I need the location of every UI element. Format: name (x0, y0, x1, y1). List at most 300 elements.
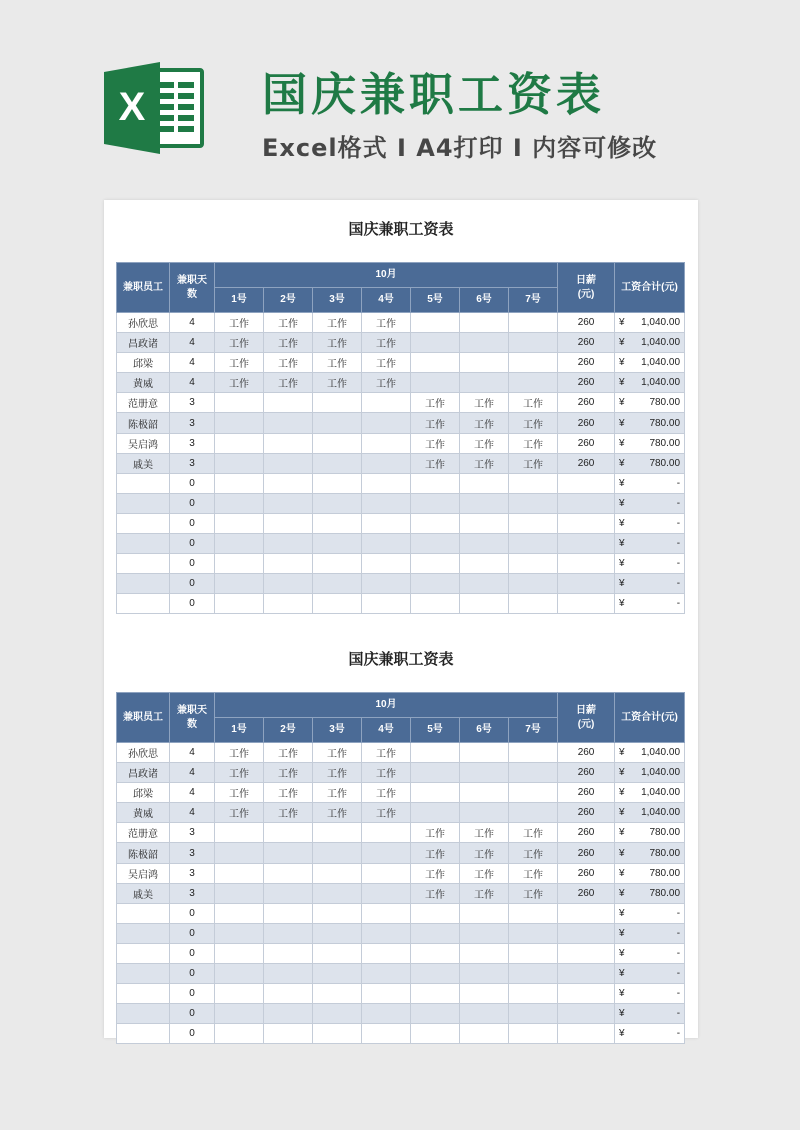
day-status: 工作 (362, 353, 411, 373)
day-status (509, 473, 558, 493)
day-status (362, 513, 411, 533)
day-status: 工作 (411, 823, 460, 843)
day-status (264, 453, 313, 473)
employee-name: 黄威 (117, 373, 170, 393)
day-status (460, 554, 509, 574)
day-status (362, 473, 411, 493)
day-status (509, 574, 558, 594)
total-amount: - (676, 947, 681, 959)
col-date-header: 3号 (313, 718, 362, 743)
work-days: 3 (170, 823, 215, 843)
total-pay (615, 413, 685, 433)
work-days: 3 (170, 453, 215, 473)
total-pay (615, 943, 685, 963)
total-pay (615, 843, 685, 863)
day-status (411, 984, 460, 1004)
day-status: 工作 (411, 883, 460, 903)
table-row (117, 433, 685, 453)
day-status (215, 594, 264, 614)
day-status: 工作 (460, 453, 509, 473)
table-row (117, 943, 685, 963)
day-status (313, 923, 362, 943)
total-pay (615, 433, 685, 453)
employee-name: 戚美 (117, 883, 170, 903)
day-status: 工作 (411, 843, 460, 863)
day-status: 工作 (215, 783, 264, 803)
col-date-header: 2号 (264, 288, 313, 313)
day-status: 工作 (362, 763, 411, 783)
svg-text:X: X (118, 85, 146, 129)
total-pay (615, 964, 685, 984)
daily-pay: 260 (558, 393, 615, 413)
day-status (215, 433, 264, 453)
day-status: 工作 (460, 393, 509, 413)
employee-name: 昌政诸 (117, 763, 170, 783)
day-status (509, 984, 558, 1004)
day-status: 工作 (264, 763, 313, 783)
total-amount: - (676, 598, 681, 610)
currency-symbol: ¥ (619, 477, 625, 489)
currency-symbol: ¥ (619, 907, 625, 919)
col-date-header: 5号 (411, 288, 460, 313)
total-pay (615, 333, 685, 353)
day-status (460, 353, 509, 373)
day-status: 工作 (509, 863, 558, 883)
day-status (509, 803, 558, 823)
day-status: 工作 (362, 333, 411, 353)
total-amount: 780.00 (649, 847, 681, 859)
daily-pay: 260 (558, 353, 615, 373)
currency-symbol: ¥ (619, 497, 625, 509)
col-date-header: 5号 (411, 718, 460, 743)
day-status (411, 1024, 460, 1044)
daily-pay: 260 (558, 373, 615, 393)
day-status (411, 534, 460, 554)
total-amount: 780.00 (649, 867, 681, 879)
day-status: 工作 (509, 883, 558, 903)
day-status (215, 923, 264, 943)
currency-symbol: ¥ (619, 927, 625, 939)
col-date-header: 3号 (313, 288, 362, 313)
salary-table (116, 262, 685, 614)
employee-name: 孙欣思 (117, 743, 170, 763)
total-pay (615, 1004, 685, 1024)
day-status: 工作 (460, 433, 509, 453)
work-days: 4 (170, 743, 215, 763)
day-status (460, 373, 509, 393)
total-pay (615, 783, 685, 803)
total-amount: 780.00 (649, 437, 681, 449)
day-status (411, 473, 460, 493)
day-status (362, 413, 411, 433)
daily-pay: 260 (558, 433, 615, 453)
day-status (460, 923, 509, 943)
work-days: 3 (170, 883, 215, 903)
day-status (411, 313, 460, 333)
day-status (264, 433, 313, 453)
day-status: 工作 (264, 313, 313, 333)
total-amount: 780.00 (649, 417, 681, 429)
day-status (264, 923, 313, 943)
employee-name (117, 594, 170, 614)
day-status (215, 1004, 264, 1024)
employee-name: 陈极韶 (117, 413, 170, 433)
currency-symbol: ¥ (619, 377, 625, 389)
total-pay (615, 493, 685, 513)
day-status: 工作 (411, 413, 460, 433)
day-status: 工作 (411, 433, 460, 453)
total-pay (615, 743, 685, 763)
col-employee-header: 兼职员工 (117, 263, 170, 313)
work-days: 0 (170, 574, 215, 594)
day-status (509, 513, 558, 533)
currency-symbol: ¥ (619, 457, 625, 469)
currency-symbol: ¥ (619, 867, 625, 879)
day-status (215, 883, 264, 903)
work-days: 3 (170, 843, 215, 863)
day-status (264, 984, 313, 1004)
employee-name (117, 493, 170, 513)
day-status: 工作 (509, 413, 558, 433)
day-status (313, 473, 362, 493)
day-status: 工作 (313, 763, 362, 783)
work-days: 0 (170, 493, 215, 513)
day-status (313, 823, 362, 843)
daily-pay: 260 (558, 803, 615, 823)
col-total-pay-header: 工资合计(元) (615, 263, 685, 313)
day-status: 工作 (313, 313, 362, 333)
day-status (411, 923, 460, 943)
day-status (264, 863, 313, 883)
day-status (411, 333, 460, 353)
table-row (117, 823, 685, 843)
work-days: 4 (170, 373, 215, 393)
work-days: 4 (170, 313, 215, 333)
currency-symbol: ¥ (619, 847, 625, 859)
employee-name (117, 473, 170, 493)
daily-pay (558, 513, 615, 533)
day-status: 工作 (509, 843, 558, 863)
day-status: 工作 (264, 373, 313, 393)
work-days: 4 (170, 803, 215, 823)
day-status (362, 843, 411, 863)
total-amount: - (676, 558, 681, 570)
daily-pay (558, 534, 615, 554)
work-days: 3 (170, 863, 215, 883)
daily-pay: 260 (558, 843, 615, 863)
daily-pay (558, 943, 615, 963)
currency-symbol: ¥ (619, 417, 625, 429)
work-days: 4 (170, 783, 215, 803)
day-status: 工作 (264, 333, 313, 353)
day-status (313, 413, 362, 433)
day-status (264, 534, 313, 554)
daily-pay (558, 923, 615, 943)
total-pay (615, 594, 685, 614)
day-status: 工作 (509, 823, 558, 843)
daily-pay (558, 903, 615, 923)
col-date-header: 2号 (264, 718, 313, 743)
day-status (362, 823, 411, 843)
day-status (460, 594, 509, 614)
day-status (411, 574, 460, 594)
day-status (264, 413, 313, 433)
total-pay (615, 863, 685, 883)
day-status (460, 493, 509, 513)
day-status (509, 743, 558, 763)
table-row (117, 574, 685, 594)
day-status: 工作 (313, 353, 362, 373)
table-row (117, 783, 685, 803)
currency-symbol: ¥ (619, 787, 625, 799)
day-status (215, 534, 264, 554)
total-amount: - (676, 1008, 681, 1020)
work-days: 0 (170, 1004, 215, 1024)
day-status (362, 453, 411, 473)
employee-name: 吴启鸿 (117, 863, 170, 883)
page-title: 国庆兼职工资表 (262, 68, 606, 121)
day-status (313, 1024, 362, 1044)
day-status (411, 1004, 460, 1024)
day-status: 工作 (313, 783, 362, 803)
daily-pay: 260 (558, 783, 615, 803)
day-status (313, 453, 362, 473)
total-amount: - (676, 477, 681, 489)
day-status (313, 883, 362, 903)
day-status: 工作 (362, 313, 411, 333)
col-month-header: 10月 (215, 263, 558, 288)
col-date-header: 1号 (215, 718, 264, 743)
day-status (362, 1024, 411, 1044)
day-status (215, 393, 264, 413)
currency-symbol: ¥ (619, 1028, 625, 1040)
table-row (117, 1004, 685, 1024)
daily-pay: 260 (558, 453, 615, 473)
currency-symbol: ¥ (619, 1008, 625, 1020)
day-status (460, 763, 509, 783)
day-status (460, 984, 509, 1004)
table-row (117, 863, 685, 883)
table-row (117, 313, 685, 333)
day-status: 工作 (460, 863, 509, 883)
table-row (117, 413, 685, 433)
total-amount: 1,040.00 (641, 787, 681, 799)
work-days: 0 (170, 554, 215, 574)
day-status (509, 1024, 558, 1044)
day-status (460, 513, 509, 533)
day-status (509, 333, 558, 353)
day-status (460, 803, 509, 823)
day-status (411, 594, 460, 614)
total-pay (615, 763, 685, 783)
currency-symbol: ¥ (619, 317, 625, 329)
day-status (215, 863, 264, 883)
total-amount: 1,040.00 (641, 807, 681, 819)
day-status: 工作 (460, 413, 509, 433)
col-date-header: 1号 (215, 288, 264, 313)
day-status (215, 554, 264, 574)
total-amount: 780.00 (649, 827, 681, 839)
day-status (362, 493, 411, 513)
employee-name: 孙欣思 (117, 313, 170, 333)
daily-pay: 260 (558, 883, 615, 903)
table-row (117, 473, 685, 493)
day-status (313, 1004, 362, 1024)
day-status (411, 803, 460, 823)
day-status: 工作 (215, 353, 264, 373)
day-status: 工作 (313, 743, 362, 763)
total-amount: 780.00 (649, 887, 681, 899)
table-row (117, 534, 685, 554)
day-status (362, 554, 411, 574)
work-days: 3 (170, 393, 215, 413)
day-status (411, 373, 460, 393)
work-days: 0 (170, 1024, 215, 1044)
day-status (215, 493, 264, 513)
total-amount: 780.00 (649, 457, 681, 469)
day-status (215, 1024, 264, 1044)
col-date-header: 7号 (509, 718, 558, 743)
day-status (460, 783, 509, 803)
total-pay (615, 923, 685, 943)
daily-pay (558, 574, 615, 594)
work-days: 0 (170, 513, 215, 533)
day-status (411, 554, 460, 574)
day-status (509, 964, 558, 984)
day-status (215, 574, 264, 594)
total-pay (615, 883, 685, 903)
page-subtitle: Excel格式 I A4打印 I 内容可修改 (262, 134, 658, 162)
sheet-title: 国庆兼职工资表 (348, 650, 454, 668)
sheet-title: 国庆兼职工资表 (348, 220, 454, 238)
day-status (411, 353, 460, 373)
employee-name (117, 984, 170, 1004)
day-status (362, 393, 411, 413)
day-status (460, 333, 509, 353)
day-status (509, 313, 558, 333)
day-status (460, 1004, 509, 1024)
currency-symbol: ¥ (619, 807, 625, 819)
daily-pay (558, 594, 615, 614)
table-row (117, 493, 685, 513)
total-pay (615, 903, 685, 923)
day-status (362, 863, 411, 883)
total-amount: 1,040.00 (641, 377, 681, 389)
total-amount: - (676, 517, 681, 529)
currency-symbol: ¥ (619, 578, 625, 590)
header-row (117, 263, 685, 288)
day-status: 工作 (411, 453, 460, 473)
col-date-header: 7号 (509, 288, 558, 313)
total-amount: 1,040.00 (641, 767, 681, 779)
currency-symbol: ¥ (619, 337, 625, 349)
total-amount: - (676, 497, 681, 509)
col-total-pay-header: 工资合计(元) (615, 693, 685, 743)
table-row (117, 513, 685, 533)
day-status (362, 574, 411, 594)
total-pay (615, 353, 685, 373)
day-status (411, 943, 460, 963)
total-pay (615, 453, 685, 473)
total-amount: - (676, 907, 681, 919)
day-status (460, 313, 509, 333)
day-status (264, 594, 313, 614)
employee-name: 范册意 (117, 823, 170, 843)
table-row (117, 803, 685, 823)
day-status (264, 473, 313, 493)
day-status (313, 534, 362, 554)
col-date-header: 6号 (460, 288, 509, 313)
table-row (117, 393, 685, 413)
day-status (411, 513, 460, 533)
currency-symbol: ¥ (619, 887, 625, 899)
work-days: 4 (170, 763, 215, 783)
currency-symbol: ¥ (619, 558, 625, 570)
day-status (509, 554, 558, 574)
table-row (117, 763, 685, 783)
table-row (117, 1024, 685, 1044)
currency-symbol: ¥ (619, 437, 625, 449)
day-status: 工作 (362, 373, 411, 393)
daily-pay (558, 964, 615, 984)
work-days: 3 (170, 413, 215, 433)
col-month-header: 10月 (215, 693, 558, 718)
paper-sheet (104, 200, 698, 1038)
day-status: 工作 (215, 803, 264, 823)
day-status: 工作 (313, 803, 362, 823)
table-row (117, 883, 685, 903)
table-row (117, 353, 685, 373)
total-amount: - (676, 578, 681, 590)
currency-symbol: ¥ (619, 357, 625, 369)
day-status (264, 554, 313, 574)
day-status: 工作 (460, 883, 509, 903)
day-status: 工作 (215, 333, 264, 353)
day-status: 工作 (362, 803, 411, 823)
employee-name: 范册意 (117, 393, 170, 413)
col-date-header: 4号 (362, 718, 411, 743)
day-status (460, 964, 509, 984)
total-amount: - (676, 988, 681, 1000)
day-status: 工作 (460, 843, 509, 863)
day-status (509, 923, 558, 943)
total-pay (615, 313, 685, 333)
total-amount: - (676, 968, 681, 980)
work-days: 4 (170, 353, 215, 373)
day-status (411, 964, 460, 984)
employee-name (117, 1024, 170, 1044)
total-amount: - (676, 538, 681, 550)
day-status: 工作 (362, 743, 411, 763)
work-days: 0 (170, 984, 215, 1004)
day-status (264, 1024, 313, 1044)
day-status (411, 743, 460, 763)
day-status (411, 783, 460, 803)
table-row (117, 923, 685, 943)
col-days-header: 兼职天数 (170, 263, 215, 313)
day-status (362, 433, 411, 453)
day-status (362, 1004, 411, 1024)
day-status (460, 1024, 509, 1044)
day-status (264, 883, 313, 903)
day-status (362, 984, 411, 1004)
currency-symbol: ¥ (619, 397, 625, 409)
table-row (117, 373, 685, 393)
employee-name (117, 943, 170, 963)
work-days: 0 (170, 594, 215, 614)
work-days: 0 (170, 943, 215, 963)
day-status (460, 473, 509, 493)
